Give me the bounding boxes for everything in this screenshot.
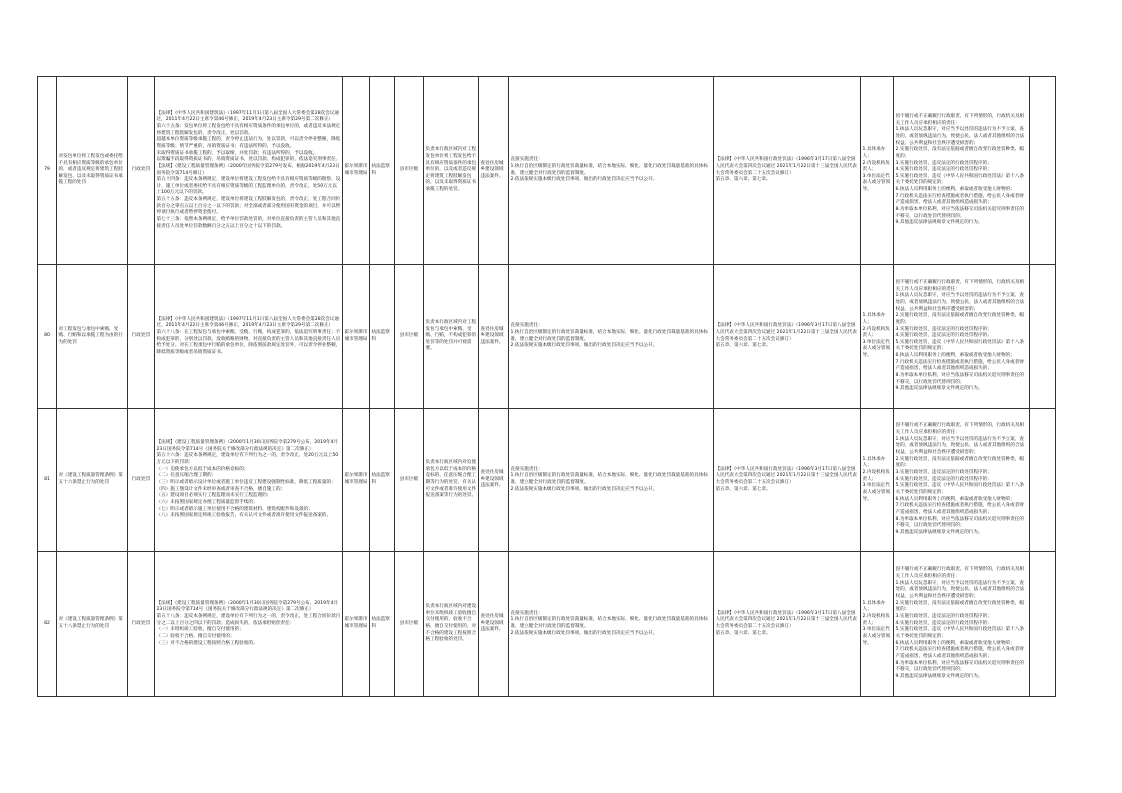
legal-basis: 【法规】《建设工程质量管理条例》（2000年1月30日国务院令第279号公布，2019年4月23日国务院令第714号《国务院关于修改部分行政法规的决定》第二次修正） 第五十八条：违反本条例规定，建设单位有下列行为之一的，责令改正，处工程合同价款百分之二以上百分之四以下的罚款；造成损失的，依法承担赔偿责任： （一）未组织竣工验收，擅自交付使用的； （二）验收不合格，擅自交付使用的； （三）对不合格的建设工程按照合格工程验收的。 — [155, 552, 343, 697]
responsible-subject: 1.具体承办人； 2.内设机构负责人； 3.单位法定代表人或分管领导。 — [861, 552, 894, 697]
table-row — [38, 265, 1056, 409]
implementing-subject: 执法监察科 — [370, 552, 395, 697]
remarks — [1030, 265, 1056, 409]
scope-of-authority: 负责本行政区域内对工程发包与承包中索贿、受贿、行贿，不构成犯罪的处罚等的处罚并可视需要。 — [424, 265, 479, 409]
responsibility-items: 直接实施责任： 1.执行自治区级制定的行政处罚裁量标准，结合本地实际，细化、量化行政处罚裁量基准的具体标准，建立健全对行政处罚的监督制度。 2.依法依规实施本级行政处罚事项，做出的行政处罚决定应当予以公开。 — [509, 552, 714, 697]
legal-basis: 【法律】《中华人民共和国建筑法》（1997年11月1日第八届全国人大常委会第28次会议通过，2011年4月22日主席令第46号修正，2019年4月23日主席令第29号第二次修正） 第六十八条：在工程发包与承包中索贿、受贿、行贿，构成犯罪的，依法追究刑事责任；不构成犯罪的，分别处以罚款，没收贿赂的财物，对直接负责的主管人员和其他直接责任人员给予处分。对在工程承包中行贿的承包单位，除依照前款规定处罚外，可以责令停业整顿，降低资质等级或者吊销资质证书。 — [155, 265, 343, 409]
remarks — [1030, 552, 1056, 697]
administrative-level: 县市区级 — [395, 77, 424, 265]
administrative-level: 县市区级 — [395, 265, 424, 409]
item-name: 对《建设工程质量管理条例》第五十六条禁止行为的处罚 — [57, 409, 128, 552]
remarks — [1030, 409, 1056, 552]
row-number: 80 — [38, 265, 57, 409]
accountability-situations: 因不履行或不正确履行行政职责，有下列情形的，行政机关及相关工作人员应承担相应的责任： 1.执法人员玩忽职守，对应当予以处罚的违法行为不予立案、查处的，或者放纵违法行为，致使公民、法人或者其他组织的合法权益、公共利益和社会秩序遭受损害的； 2.实施行政处罚，没有法定依据或者擅自改变行政处罚种类、幅度的； 3.实施行政处罚，违反法定的行政处罚程序的； 4.实施行政处罚，违反法定的行政处罚程序的； 5.实施行政处罚，违反《中华人民共和国行政处罚法》第十八条关于委托处罚的规定的； 6.执法人员利用职务上的便利，索取或者收受他人财物的； 7.行政机关违法实行检查措施或者执行措施，给公民人身或者财产造成损害、给法人或者其他组织造成损失的； 8.为牟取本单位私利，对应当依法移交司法机关追究刑事责任的不移交，以行政处罚代替刑罚的； 9.其他违反法律法规规章文件规定的行为。 — [894, 265, 1030, 409]
responsible-subject: 1.具体承办人； 2.内设机构负责人； 3.单位法定代表人或分管领导。 — [861, 265, 894, 409]
accountability-situations: 因不履行或不正确履行行政职责，有下列情形的，行政机关及相关工作人员应承担相应的责任： 1.执法人员玩忽职守，对应当予以处罚的违法行为不予立案、查处的，或者放纵违法行为，致使公民、法人或者其他组织的合法权益、公共利益和社会秩序遭受损害的； 2.实施行政处罚，没有法定依据或者擅自改变行政处罚种类、幅度的； 3.实施行政处罚，违反法定的行政处罚程序的； 4.实施行政处罚，违反法定的行政处罚程序的； 5.实施行政处罚，违反《中华人民共和国行政处罚法》第十八条关于委托处罚的规定的； 6.执法人员利用职务上的便利，索取或者收受他人财物的； 7.行政机关违法实行检查措施或者执行措施，给公民人身或者财产造成损害、给法人或者其他组织造成损失的； 8.为牟取本单位私利，对应当依法移交司法机关追究刑事责任的不移交，以行政处罚代替刑罚的； 9.其他违反法律法规规章文件规定的行为。 — [894, 552, 1030, 697]
responsible-subject: 1.具体承办人； 2.内设机构负责人； 3.单位法定代表人或分管领导。 — [861, 77, 894, 265]
responsibility-basis: 【法律】《中华人民共和国行政处罚法》（1996年3月17日第八届全国人民代表大会第四次会议通过 2021年1月22日第十三届全国人民代表大会常务委员会第二十五次会议修订） 第五章、第六章、第七章。 — [714, 77, 861, 265]
scope-of-authority: 负责本行政区域内对迫使承包方以低于成本的价格竞标的、任意压缩合理工期等行为的处罚，有关认可文件或者准许使用文件报送备案等行为的处罚。 — [424, 409, 479, 552]
item-type: 行政处罚 — [128, 265, 155, 409]
scope-of-authority: 负责本行政区域内对建设单位未组织竣工验收擅自交付使用的，验收不合格，擅自交付使用的，对不合格的建设工程按照合格工程验收的处罚。 — [424, 552, 479, 697]
responsibility-items: 直接实施责任： 1.执行自治区级制定的行政处罚裁量标准，结合本地实际，细化、量化行政处罚裁量基准的具体标准，建立健全对行政处罚的监督制度。 2.依法依规实施本级行政处罚事项，做出的行政处罚决定应当予以公开。 — [509, 265, 714, 409]
item-name: 对工程发包与承包中索贿、受贿、行贿和以承揽工程为由的行为的处罚 — [57, 265, 128, 409]
responsibility-items: 直接实施责任： 1.执行自治区级制定的行政处罚裁量标准，结合本地实际，细化、量化行政处罚裁量基准的具体标准，建立健全对行政处罚的监督制度。 2.依法依规实施本级行政处罚事项，做出的行政处罚决定应当予以公开。 — [509, 409, 714, 552]
scope-of-authority: 负责本行政区域内对工程发包单位将工程发包给不具有相应资质条件的承包单位的，以及或者违反规定将建筑工程肢解发包的，以及未取得资质证书承揽工程的处罚。 — [424, 77, 479, 265]
implementing-subject: 执法监察科 — [370, 409, 395, 552]
responsibility-items: 直接实施责任： 1.执行自治区级制定的行政处罚裁量标准，结合本地实际，细化、量化行政处罚裁量基准的具体标准，建立健全对行政处罚的监督制度。 2.依法依规实施本级行政处罚事项，做出的行政处罚决定应当予以公开。 — [509, 77, 714, 265]
table-row — [38, 77, 1056, 265]
table-row — [38, 552, 1056, 697]
power-list-table — [37, 76, 1056, 697]
row-number: 81 — [38, 409, 57, 552]
responsibility-basis: 【法律】《中华人民共和国行政处罚法》（1996年3月17日第八届全国人民代表大会第四次会议通过 2021年1月22日第十三届全国人民代表大会常务委员会第二十五次会议修订） 第五章、第六章、第七章。 — [714, 552, 861, 697]
legal-basis: 【法规】《建设工程质量管理条例》（2000年1月30日国务院令第279号公布，2019年4月23日国务院令第714号《国务院关于修改部分行政法规的决定》第二次修正） 第五十六条：违反本条例规定，建设单位有下列行为之一的，责令改正，处20万元以上50万元以下的罚款： （一）迫使承包方以低于成本的价格竞标的； （二）任意压缩合理工期的； （三）明示或者暗示设计单位或者施工单位违反工程建设强制性标准，降低工程质量的； （四）施工图设计文件未经审查或者审查不合格，擅自施工的； （五）建设项目必须实行工程监理而未实行工程监理的； （六）未按照国家规定办理工程质量监督手续的； （七）明示或者暗示施工单位使用不合格的建筑材料、建筑构配件和设备的； （八）未按照国家规定将竣工验收报告、有关认可文件或者准许使用文件报送备案的。 — [155, 409, 343, 552]
legal-basis: 【法律】《中华人民共和国建筑法》（1997年11月1日第八届全国人大常委会第28次会议通过，2011年4月22日主席令第46号修正，2019年4月23日主席令第29号第二次修正） 第六十五条：发包单位将工程发包给不具有相应资质条件的承包单位的，或者违反本法规定将建筑工程肢解发包的，责令改正，处以罚款。 超越本单位资质等级承揽工程的，责令停止违法行为，处以罚款，可以责令停业整顿，降低资质等级；情节严重的，吊销资质证书；有违法所得的，予以没收。 未取得资质证书承揽工程的，予以取缔，并处罚款；有违法所得的，予以没收。 以欺骗手段取得资质证书的，吊销资质证书，处以罚款；构成犯罪的，依法追究刑事责任。 【法规】《建设工程质量管理条例》（2000年国务院令第279号发布，根据2019年4月23日国务院令第714号修订） 第五十四条：违反本条例规定，建设单位将建设工程发包给不具有相应资质等级的勘察、设计、施工单位或者委托给不具有相应资质等级的工程监理单位的，责令改正，处50万元以上100万元以下的罚款。 第五十五条：违反本条例规定，建设单位将建设工程肢解发包的，责令改正，处工程合同价款百分之零点五以上百分之一以下的罚款；对全部或者部分使用国有资金的项目，并可以暂停项目执行或者暂停资金拨付。 第七十三条：依照本条例规定，给予单位罚款处罚的，对单位直接负责的主管人员和其他直接责任人员处单位罚款数额百分之五以上百分之十以下的罚款。 — [155, 77, 343, 265]
implementing-department: 霍尔果斯市城市管理局 — [343, 409, 370, 552]
implementing-department: 霍尔果斯市城市管理局 — [343, 77, 370, 265]
remarks — [1030, 77, 1056, 265]
item-name: 对发包单位将工程发包或委托给不具有相应资质等级的承包单位的，或者违反规定将建筑工程肢解发包、以及未取得资质证书承揽工程的处罚 — [57, 77, 128, 265]
matter-description: 查处住房城乡建设领域违法案件。 — [479, 77, 509, 265]
accountability-situations: 因不履行或不正确履行行政职责，有下列情形的，行政机关及相关工作人员应承担相应的责任： 1.执法人员玩忽职守，对应当予以处罚的违法行为不予立案、查处的，或者放纵违法行为，致使公民、法人或者其他组织的合法权益、公共利益和社会秩序遭受损害的； 2.实施行政处罚，没有法定依据或者擅自改变行政处罚种类、幅度的； 3.实施行政处罚，违反法定的行政处罚程序的； 4.实施行政处罚，违反法定的行政处罚程序的； 5.实施行政处罚，违反《中华人民共和国行政处罚法》第十八条关于委托处罚的规定的； 6.执法人员利用职务上的便利，索取或者收受他人财物的； 7.行政机关违法实行检查措施或者执行措施，给公民人身或者财产造成损害、给法人或者其他组织造成损失的； 8.为牟取本单位私利，对应当依法移交司法机关追究刑事责任的不移交，以行政处罚代替刑罚的； 9.其他违反法律法规规章文件规定的行为。 — [894, 409, 1030, 552]
administrative-level: 县市区级 — [395, 552, 424, 697]
responsibility-basis: 【法律】《中华人民共和国行政处罚法》（1996年3月17日第八届全国人民代表大会第四次会议通过 2021年1月22日第十三届全国人民代表大会常务委员会第二十五次会议修订） 第五章、第六章、第七章。 — [714, 409, 861, 552]
row-number: 82 — [38, 552, 57, 697]
table-row — [38, 409, 1056, 552]
item-type: 行政处罚 — [128, 552, 155, 697]
item-type: 行政处罚 — [128, 409, 155, 552]
matter-description: 查处住房城乡建设领域违法案件。 — [479, 265, 509, 409]
responsible-subject: 1.具体承办人； 2.内设机构负责人； 3.单位法定代表人或分管领导。 — [861, 409, 894, 552]
implementing-department: 霍尔果斯市城市管理局 — [343, 552, 370, 697]
item-type: 行政处罚 — [128, 77, 155, 265]
implementing-department: 霍尔果斯市城市管理局 — [343, 265, 370, 409]
item-name: 对《建设工程质量管理条例》第五十八条禁止行为的处罚 — [57, 552, 128, 697]
accountability-situations: 因不履行或不正确履行行政职责，有下列情形的，行政机关及相关工作人员应承担相应的责任： 1.执法人员玩忽职守，对应当予以处罚的违法行为不予立案、查处的，或者放纵违法行为，致使公民、法人或者其他组织的合法权益、公共利益和社会秩序遭受损害的； 2.实施行政处罚，没有法定依据或者擅自改变行政处罚种类、幅度的； 3.实施行政处罚，违反法定的行政处罚程序的； 4.实施行政处罚，违反法定的行政处罚程序的； 5.实施行政处罚，违反《中华人民共和国行政处罚法》第十八条关于委托处罚的规定的； 6.执法人员利用职务上的便利，索取或者收受他人财物的； 7.行政机关违法实行检查措施或者执行措施，给公民人身或者财产造成损害、给法人或者其他组织造成损失的； 8.为牟取本单位私利，对应当依法移交司法机关追究刑事责任的不移交，以行政处罚代替刑罚的； 9.其他违反法律法规规章文件规定的行为。 — [894, 77, 1030, 265]
implementing-subject: 执法监察科 — [370, 77, 395, 265]
administrative-level: 县市区级 — [395, 409, 424, 552]
row-number: 79 — [38, 77, 57, 265]
matter-description: 查处住房城乡建设领域违法案件。 — [479, 552, 509, 697]
matter-description: 查处住房城乡建设领域违法案件。 — [479, 409, 509, 552]
responsibility-basis: 【法律】《中华人民共和国行政处罚法》（1996年3月17日第八届全国人民代表大会第四次会议通过 2021年1月22日第十三届全国人民代表大会常务委员会第二十五次会议修订） 第五章、第六章、第七章。 — [714, 265, 861, 409]
implementing-subject: 执法监察科 — [370, 265, 395, 409]
